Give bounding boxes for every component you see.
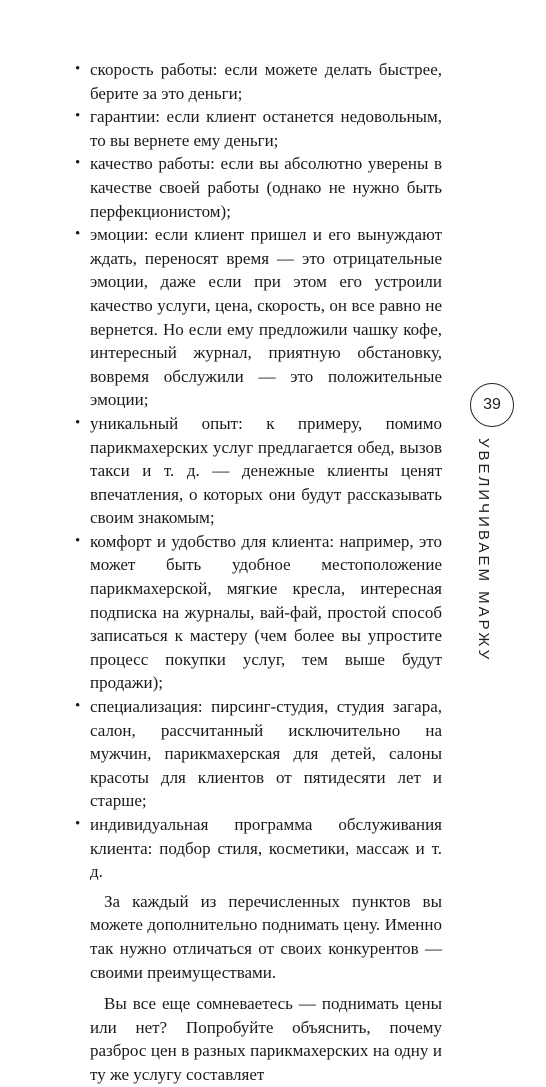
list-item [75,223,442,412]
list-item-text: эмоции: если клиент пришел и его вынуждают ждать, переносят время — это отрицательные эмоции, даже если при этом его устроили качество услуги, цена, скорость, он все равно не вернется. Но если ему предложили чашку кофе, интересный журнал, приятную обстановку, вовремя обслужили — это положительные эмоции; [90,225,442,410]
list-item [75,58,442,105]
list-item-text: комфорт и удобство для клиента: например, это может быть удобное местоположение парикмахерской, мягкие кресла, интересная подписка на журналы, вай-фай, простой способ записаться к мастеру (чем более вы упростите процесс покупки услуг, тем выше будут продажи); [90,531,442,693]
bullet-marker: • [75,698,81,715]
bullet-marker: • [75,226,81,243]
list-item [75,695,442,813]
list-item [75,152,442,223]
running-head: УВЕЛИЧИВАЕМ МАРЖУ [475,438,492,663]
page-number-text: 39 [483,396,501,413]
list-item [75,412,442,530]
list-item-text: качество работы: если вы абсолютно уверены в качестве своей работы (однако не нужно быть перфекционистом); [90,154,442,221]
bullet-marker: • [75,414,81,431]
list-item [75,813,442,884]
list-item-text: индивидуальная программа обслуживания клиента: подбор стиля, косметики, массаж и т. д. [90,815,442,882]
bullet-list [75,58,442,884]
bullet-marker: • [75,108,81,125]
bullet-marker: • [75,532,81,549]
bullet-marker: • [75,61,81,77]
bullet-marker: • [75,155,81,172]
list-item-text: скорость работы: если можете делать быстрее, берите за это деньги; [90,60,442,103]
list-item [75,530,442,695]
list-item-text: гарантии: если клиент останется недовольным, то вы вернете ему деньги; [90,107,442,150]
list-item [75,105,442,152]
body-paragraph: Вы все еще сомневаетесь — поднимать цены или нет? Попробуйте объяснить, почему разброс цен в разных парикмахерских на одну и ту же услугу составляет [90,994,442,1084]
page-body [75,58,442,1087]
list-item-text: специализация: пирсинг-студия, студия загара, салон, рассчитанный исключительно на мужчин, парикмахерская для детей, салоны красоты для клиентов от пятидесяти лет и старше; [90,697,442,811]
list-item-text: уникальный опыт: к примеру, помимо парикмахерских услуг предлагается обед, вызов такси и т. д. — денежные клиенты ценят впечатления, о которых они будут рассказывать своим знакомым; [90,413,442,528]
body-paragraph: За каждый из перечисленных пунктов вы можете дополнительно поднимать цену. Именно так нужно отличаться от своих конкурентов — своими преимуществами. [90,891,442,982]
bullet-marker: • [75,816,81,832]
page-number [470,383,514,427]
